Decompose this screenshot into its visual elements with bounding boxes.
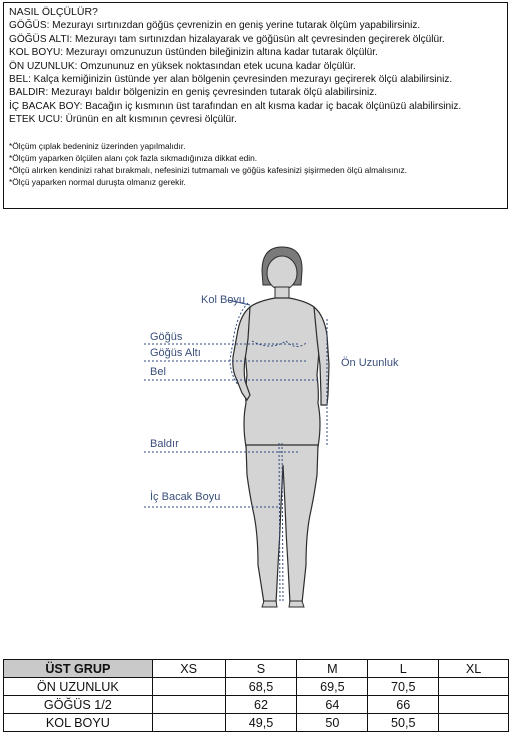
guide-line-kol-boyu: KOL BOYU: Mezurayı omzunuzun üstünden bileğinizin altına kadar tutarak ölçülür. [9, 47, 378, 59]
guide-notes [9, 140, 502, 188]
table-cell [152, 696, 225, 714]
table-cell: 62 [225, 696, 297, 714]
label-baldir: Baldır [150, 438, 179, 450]
table-cell [439, 678, 509, 696]
torso-shape [244, 298, 320, 447]
guide-line-gogus-alti: GÖĞÜS ALTI: Mezurayı tam sırtınızdan hizalayarak ve göğüsün alt çevresinden geçirerek ölçülür. [9, 33, 445, 45]
guide-line-on-uzunluk: ÖN UZUNLUK: Omzununuz en yüksek noktasından etek ucuna kadar ölçülür. [9, 60, 356, 72]
guide-line-etek-ucu: ETEK UCU: Ürünün en alt kısmının çevresi ölçülür. [9, 114, 237, 126]
guide-title: NASIL ÖLÇÜLÜR? [9, 6, 98, 18]
measurement-guide-box [3, 2, 508, 209]
note-item: *Ölçüm yaparken ölçülen alanı çok fazla sıkmadığınıza dikkat edin. [9, 152, 258, 163]
group-header: ÜST GRUP [4, 660, 153, 678]
table-cell [439, 714, 509, 732]
table-row [4, 678, 509, 696]
table-cell: 49,5 [225, 714, 297, 732]
table-cell: 50,5 [368, 714, 439, 732]
label-gogus: Göğüs [150, 331, 183, 343]
table-cell [152, 714, 225, 732]
table-cell: 64 [297, 696, 368, 714]
size-header: S [225, 660, 297, 678]
row-label: ÖN UZUNLUK [4, 678, 153, 696]
note-item: *Ölçü yaparken normal duruşta olmanız gerekir. [9, 176, 186, 187]
row-label: KOL BOYU [4, 714, 153, 732]
size-header: XL [439, 660, 509, 678]
right-foot-shape [289, 601, 304, 607]
note-item: *Ölçü alırken kendinizi rahat bırakmalı, nefesinizi tutmamalı ve göğüs kafesinizi şişirmeden ölçü almalısınız. [9, 164, 407, 175]
table-cell: 50 [297, 714, 368, 732]
left-foot-shape [262, 601, 277, 607]
guide-line-bel: BEL: Kalça kemiğinizin üstünde yer alan bölgenin çevresinden mezurayı geçirerek ölçü alabilirsiniz. [9, 74, 453, 86]
table-cell: 68,5 [225, 678, 297, 696]
table-cell: 66 [368, 696, 439, 714]
guide-line-baldir: BALDIR: Mezurayı baldır bölgenizin en geniş çevresinden tutarak ölçü alabilirsiniz. [9, 87, 378, 99]
table-header-row [4, 660, 509, 678]
size-table [3, 659, 509, 732]
body-silhouette-illustration [0, 235, 512, 625]
table-row [4, 714, 509, 732]
size-header: L [368, 660, 439, 678]
size-header: M [297, 660, 368, 678]
table-cell [439, 696, 509, 714]
label-on-uzunluk: Ön Uzunluk [341, 357, 399, 369]
label-gogus-alti: Göğüs Altı [150, 347, 201, 359]
guide-line-ic-bacak: İÇ BACAK BOY: Bacağın iç kısmının üst tarafından en alt kısma kadar iç bacak ölçünüzü alabilirsiniz. [9, 100, 462, 112]
size-header: XS [152, 660, 225, 678]
label-ic-bacak-boyu: İç Bacak Boyu [150, 491, 221, 503]
head-shape [267, 256, 297, 290]
table-cell [152, 678, 225, 696]
body-measurement-figure [0, 235, 512, 625]
neck-shape [275, 287, 289, 299]
table-cell: 69,5 [297, 678, 368, 696]
row-label: GÖĞÜS 1/2 [4, 696, 153, 714]
guide-line-gogus: GÖĞÜS: Mezurayı sırtınızdan göğüs çevrenizin en geniş yerine tutarak ölçüm yapabilirsiniz. [9, 20, 421, 32]
table-cell: 70,5 [368, 678, 439, 696]
label-bel: Bel [150, 366, 166, 378]
label-kol-boyu: Kol Boyu [201, 294, 246, 306]
note-item: *Ölçüm çıplak bedeniniz üzerinden yapılmalıdır. [9, 140, 186, 151]
table-row [4, 696, 509, 714]
